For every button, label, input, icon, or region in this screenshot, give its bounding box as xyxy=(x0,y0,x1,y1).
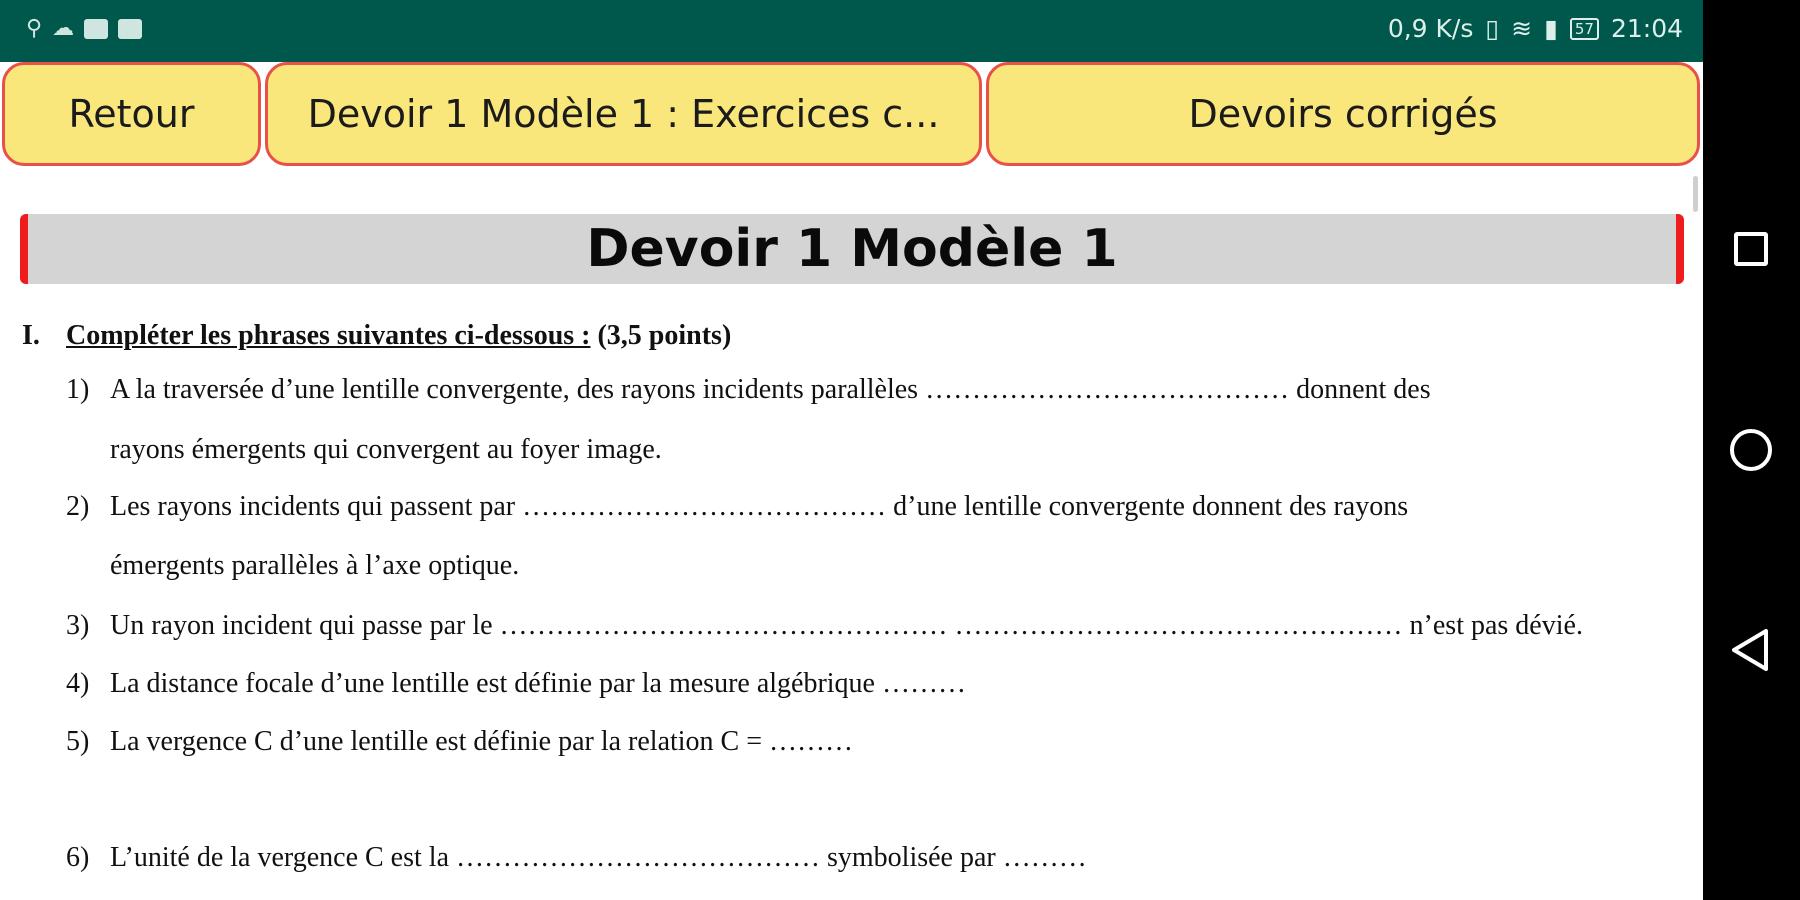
item-text: Les rayons incidents qui passent par ………………………………… d’une lentille convergente donnent des rayons xyxy=(110,491,1409,522)
item-number: 2) xyxy=(66,491,90,522)
item-number: 5) xyxy=(66,726,90,757)
section-number: I. xyxy=(22,320,40,351)
section-heading xyxy=(22,320,731,352)
vibrate-icon: ▯ xyxy=(1485,14,1500,43)
back-button[interactable]: Retour xyxy=(2,62,261,166)
back-nav-icon[interactable] xyxy=(1730,628,1770,672)
network-speed: 0,9 K/s xyxy=(1387,14,1474,43)
item-number: 4) xyxy=(66,668,90,699)
youtube-icon xyxy=(84,19,108,39)
status-bar xyxy=(0,0,1703,62)
status-right xyxy=(1388,14,1683,43)
scrollbar[interactable] xyxy=(1693,176,1698,212)
status-time: 21:04 xyxy=(1610,14,1683,43)
home-icon[interactable] xyxy=(1730,429,1772,471)
usb-icon: ⚲ xyxy=(26,16,43,41)
exercise-item-4 xyxy=(66,668,966,700)
item-text: La vergence C d’une lentille est définie par la relation C = ……… xyxy=(110,726,854,757)
item-text: L’unité de la vergence C est la ………………………………… symbolisée par ……… xyxy=(110,842,1087,873)
section-points: (3,5 points) xyxy=(597,320,732,351)
signal-icon: ▮ xyxy=(1544,14,1558,43)
item-number: 6) xyxy=(66,842,90,873)
app-icon xyxy=(118,19,142,39)
corrected-homework-button[interactable]: Devoirs corrigés xyxy=(986,62,1700,166)
wifi-icon: ≋ xyxy=(1511,14,1533,43)
exercise-item-6 xyxy=(66,842,1087,874)
notification-icons xyxy=(26,16,142,42)
exercise-item-5 xyxy=(66,726,853,758)
exercise-item-1-cont: rayons émergents qui convergent au foyer image. xyxy=(110,434,662,465)
current-document-button[interactable]: Devoir 1 Modèle 1 : Exercices c... xyxy=(265,62,982,166)
item-text: A la traversée d’une lentille convergente, des rayons incidents parallèles ………………………………… donnent des xyxy=(110,374,1431,405)
cloud-icon: ☁ xyxy=(52,16,75,41)
exercise-item-2 xyxy=(66,491,1408,523)
battery-icon: 57 xyxy=(1570,18,1599,40)
item-text: Un rayon incident qui passe par le ………………………………………… ………………………………………… n’est pas dévié. xyxy=(110,610,1583,641)
item-number: 1) xyxy=(66,374,90,405)
section-heading-text: Compléter les phrases suivantes ci-dessous : xyxy=(66,320,591,351)
recent-apps-icon[interactable] xyxy=(1734,232,1768,266)
exercise-item-3 xyxy=(66,610,1583,642)
page-title: Devoir 1 Modèle 1 xyxy=(20,214,1684,284)
item-number: 3) xyxy=(66,610,90,641)
exercise-item-1 xyxy=(66,374,1431,406)
exercise-item-2-cont: émergents parallèles à l’axe optique. xyxy=(110,550,520,581)
item-text: La distance focale d’une lentille est définie par la mesure algébrique ……… xyxy=(110,668,966,699)
